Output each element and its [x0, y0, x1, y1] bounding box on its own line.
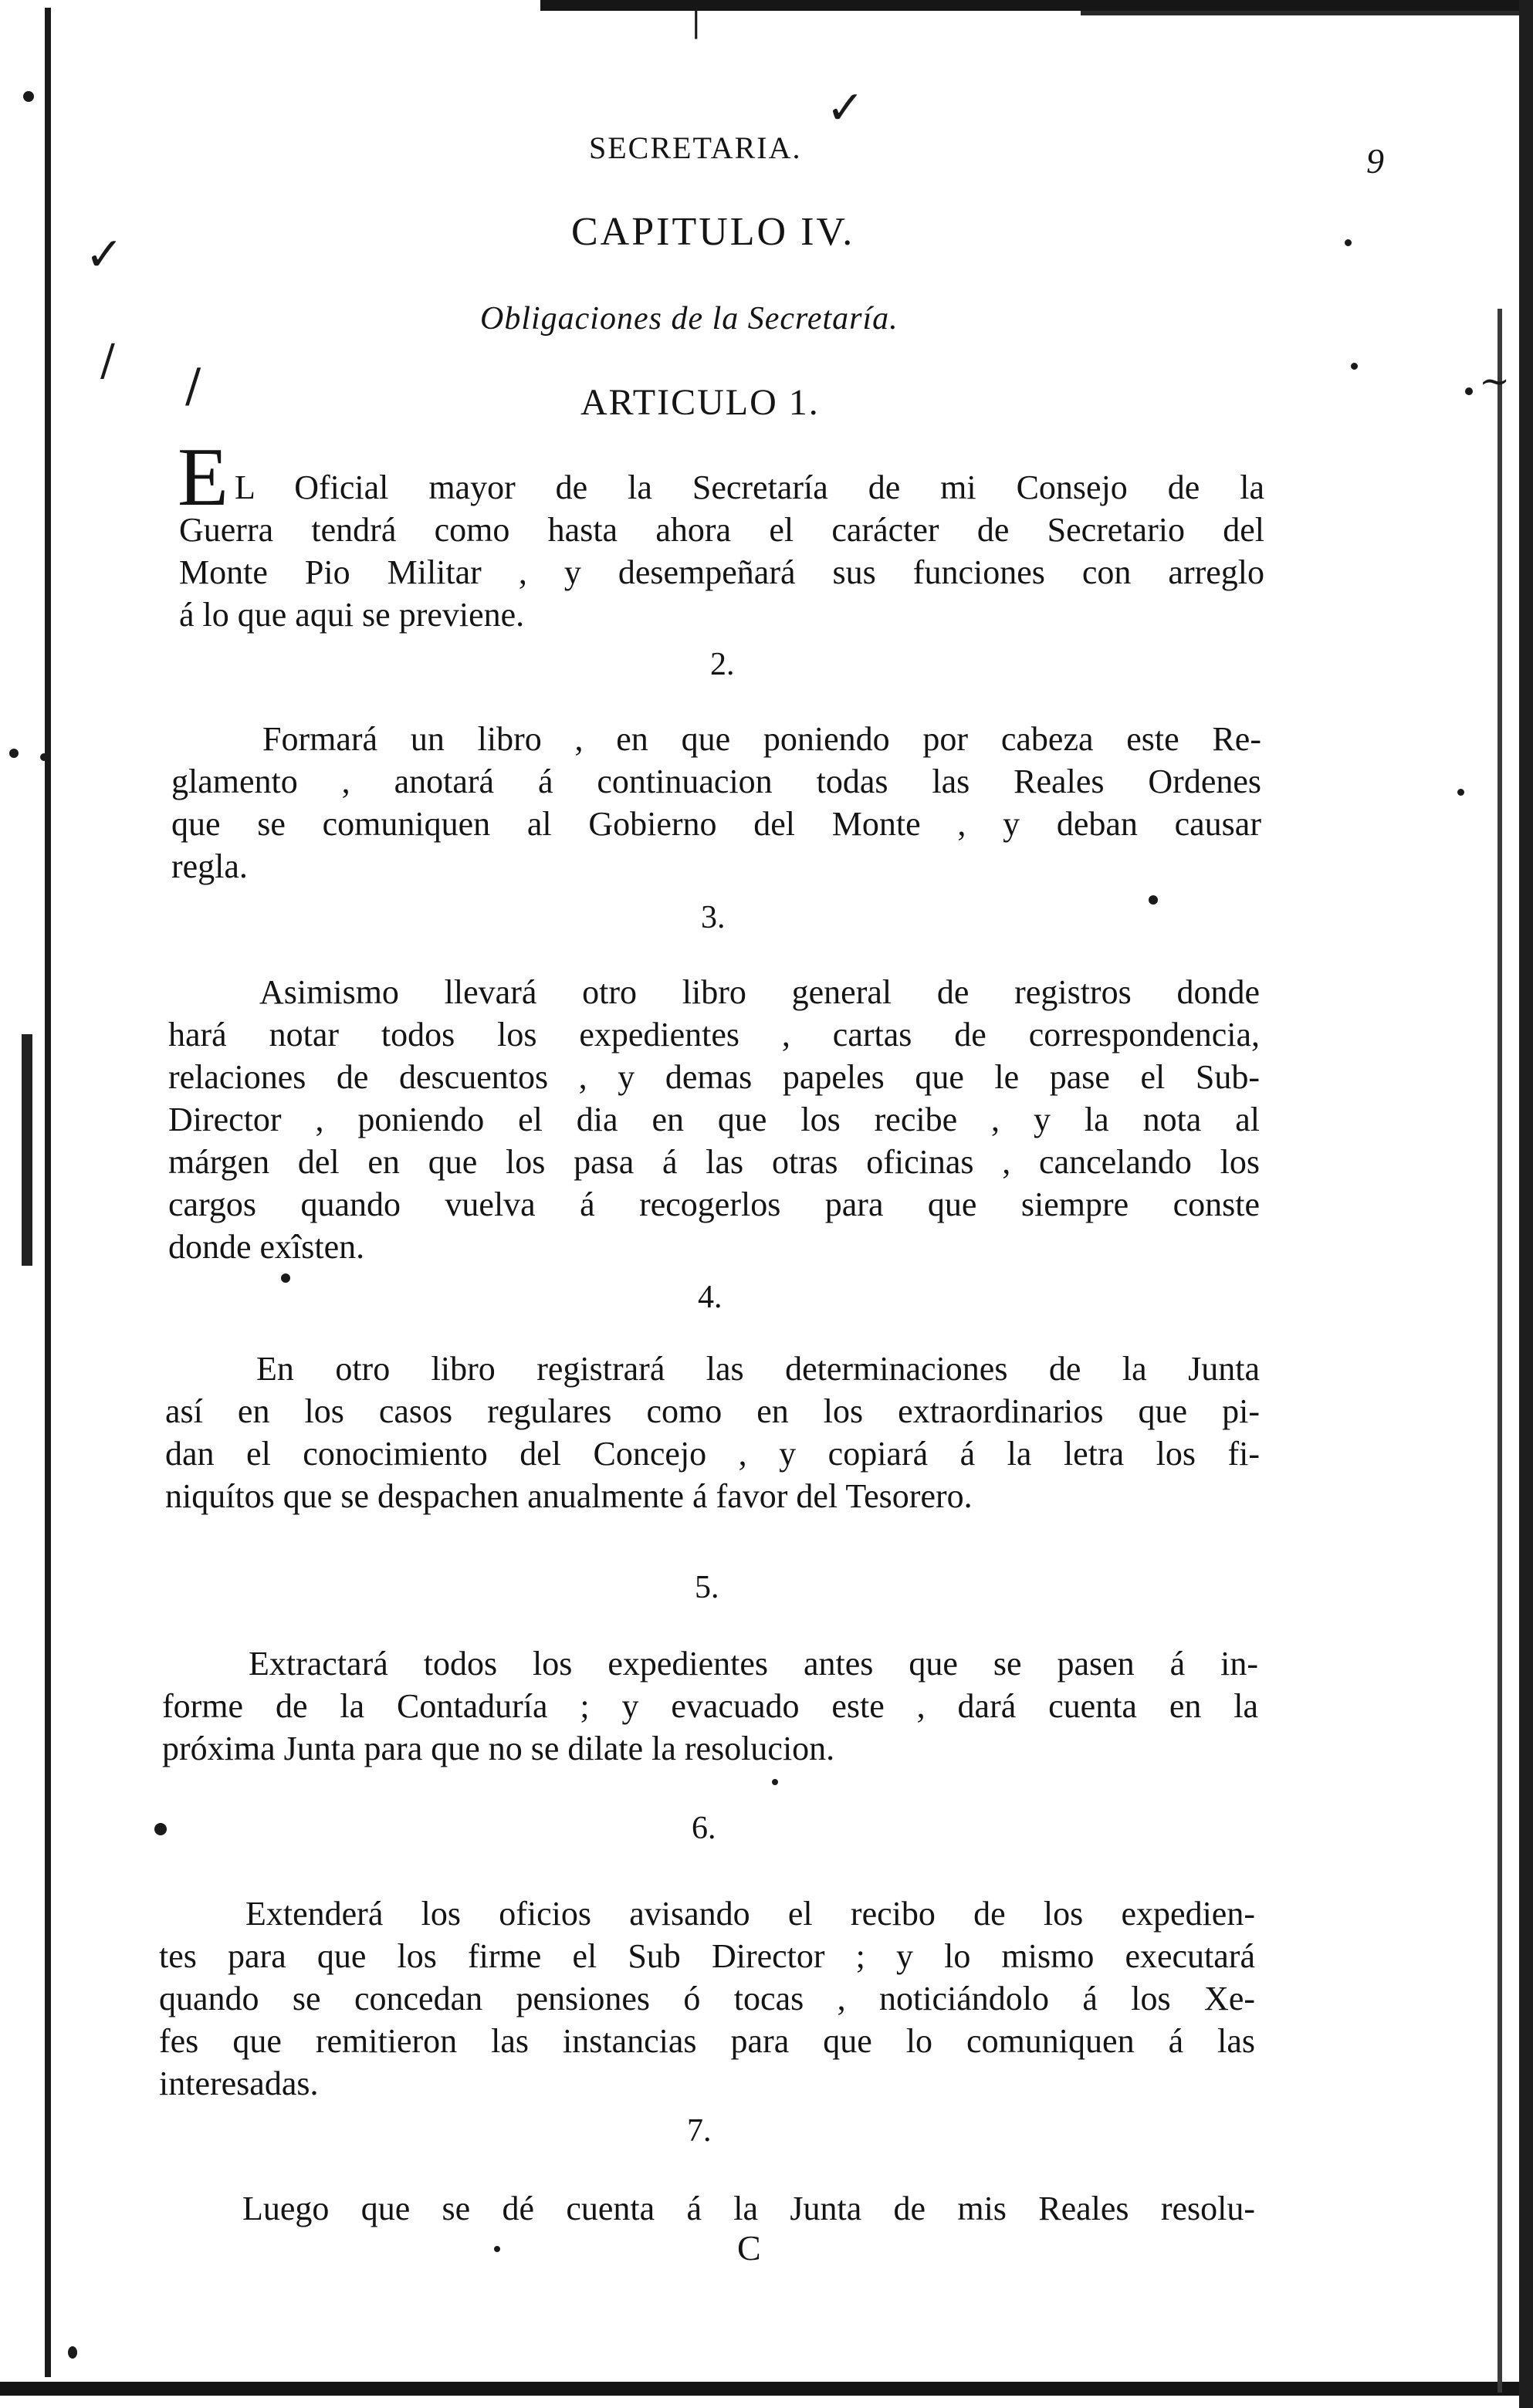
- text-line: quando se concedan pensiones ó tocas , noticiándolo á los Xe-: [159, 1980, 1255, 2017]
- article-number: 4.: [698, 1280, 723, 1315]
- article-number: 2.: [710, 647, 735, 682]
- ink-speck: [1345, 239, 1352, 246]
- article-number: 3.: [701, 900, 726, 935]
- ink-speck: [494, 2246, 500, 2252]
- scan-border-left: [45, 8, 51, 2377]
- article-7-text: [159, 2187, 1255, 2230]
- ink-stroke-mark: /: [100, 336, 115, 386]
- page-number: 9: [1366, 141, 1384, 181]
- ink-stroke-mark: ~: [1479, 360, 1511, 403]
- scan-border-bottom: [0, 2382, 1533, 2396]
- ink-speck: [154, 1823, 167, 1835]
- text-line: así en los casos regulares como en los extraordinarios que pi-: [165, 1392, 1260, 1430]
- text-line: Monte Pio Militar , y desempeñará sus funciones con arreglo: [179, 553, 1264, 591]
- ink-speck: [1457, 789, 1464, 796]
- article-3-text: [168, 971, 1260, 1268]
- ink-speck: [772, 1779, 778, 1785]
- article-number: 5.: [695, 1570, 719, 1605]
- drop-cap: E: [178, 431, 228, 523]
- ink-speck: [281, 1273, 290, 1283]
- text-line: niquítos que se despachen anualmente á favor del Tesorero.: [165, 1477, 973, 1515]
- text-line: glamento , anotará á continuacion todas las Reales Ordenes: [171, 763, 1261, 800]
- text-line: relaciones de descuentos , y demas papeles que le pase el Sub-: [168, 1058, 1260, 1096]
- text-line: tes para que los firme el Sub Director ; y lo mismo executará: [159, 1937, 1255, 1975]
- scan-border-top-shadow: [1081, 11, 1533, 15]
- text-line: Extenderá los oficios avisando el recibo de los expedien-: [245, 1895, 1255, 1933]
- text-line: que se comuniquen al Gobierno del Monte , y deban causar: [171, 805, 1261, 843]
- scan-border-right: [1519, 0, 1533, 2408]
- text-line: L Oficial mayor de la Secretaría de mi Consejo de la: [235, 468, 1264, 506]
- text-line: regla.: [171, 847, 248, 885]
- ink-speck: [1351, 363, 1358, 370]
- text-line: En otro libro registrará las determinaciones de la Junta: [256, 1350, 1260, 1388]
- ink-speck: [9, 749, 19, 758]
- scan-binding-mark: [22, 1034, 32, 1266]
- ink-speck: [1465, 387, 1473, 395]
- text-line: Formará un libro , en que poniendo por cabeza este Re-: [262, 720, 1261, 758]
- text-line: cargos quando vuelva á recogerlos para que siempre conste: [168, 1185, 1260, 1223]
- article-2-text: [171, 718, 1261, 888]
- scan-border-top: [540, 0, 1533, 11]
- ink-stroke-mark: |: [691, 4, 702, 39]
- text-line: dan el conocimiento del Concejo , y copiará á la letra los fi-: [165, 1435, 1260, 1473]
- text-line: próxima Junta para que no se dilate la resolucion.: [162, 1730, 835, 1767]
- ink-speck: [23, 91, 34, 102]
- text-line: hará notar todos los expedientes , cartas de correspondencia,: [168, 1016, 1260, 1054]
- ink-stroke-mark: /: [185, 359, 201, 413]
- ink-speck: [1149, 895, 1158, 905]
- ink-stroke-mark: ✓: [826, 81, 865, 135]
- text-line: á lo que aqui se previene.: [179, 596, 525, 634]
- article-number: 6.: [692, 1811, 716, 1846]
- signature-mark: C: [737, 2228, 761, 2268]
- article-heading: ARTICULO 1.: [580, 382, 820, 423]
- article-4-text: [165, 1348, 1260, 1517]
- text-line: Director , poniendo el dia en que los recibe , y la nota al: [168, 1101, 1260, 1138]
- text-line: Asimismo llevará otro libro general de registros donde: [259, 973, 1260, 1011]
- chapter-title: CAPITULO IV.: [571, 210, 855, 254]
- text-line: forme de la Contaduría ; y evacuado este , dará cuenta en la: [162, 1687, 1258, 1725]
- text-line: interesadas.: [159, 2065, 319, 2102]
- article-number: 7.: [687, 2113, 712, 2149]
- text-line: Guerra tendrá como hasta ahora el carácter de Secretario del: [179, 511, 1264, 549]
- text-line: donde exîsten.: [168, 1228, 365, 1266]
- running-title: SECRETARIA.: [589, 130, 802, 165]
- ink-speck: [68, 2346, 77, 2359]
- text-line: fes que remitieron las instancias para que lo comuniquen á las: [159, 2022, 1255, 2060]
- article-6-text: [159, 1892, 1255, 2105]
- text-line: Luego que se dé cuenta á la Junta de mis Reales resolu-: [242, 2190, 1255, 2227]
- text-line: márgen del en que los pasa á las otras oficinas , cancelando los: [168, 1143, 1260, 1181]
- article-1-text: [235, 466, 1264, 509]
- text-line: Extractará todos los expedientes antes que se pasen á in-: [249, 1645, 1258, 1683]
- ink-stroke-mark: ✓: [85, 228, 124, 282]
- scan-shadow-right: [1497, 309, 1502, 2393]
- chapter-subtitle: Obligaciones de la Secretaría.: [480, 301, 898, 337]
- article-1-text-cont: [179, 509, 1264, 636]
- ink-speck: [40, 753, 48, 761]
- article-5-text: [162, 1642, 1258, 1770]
